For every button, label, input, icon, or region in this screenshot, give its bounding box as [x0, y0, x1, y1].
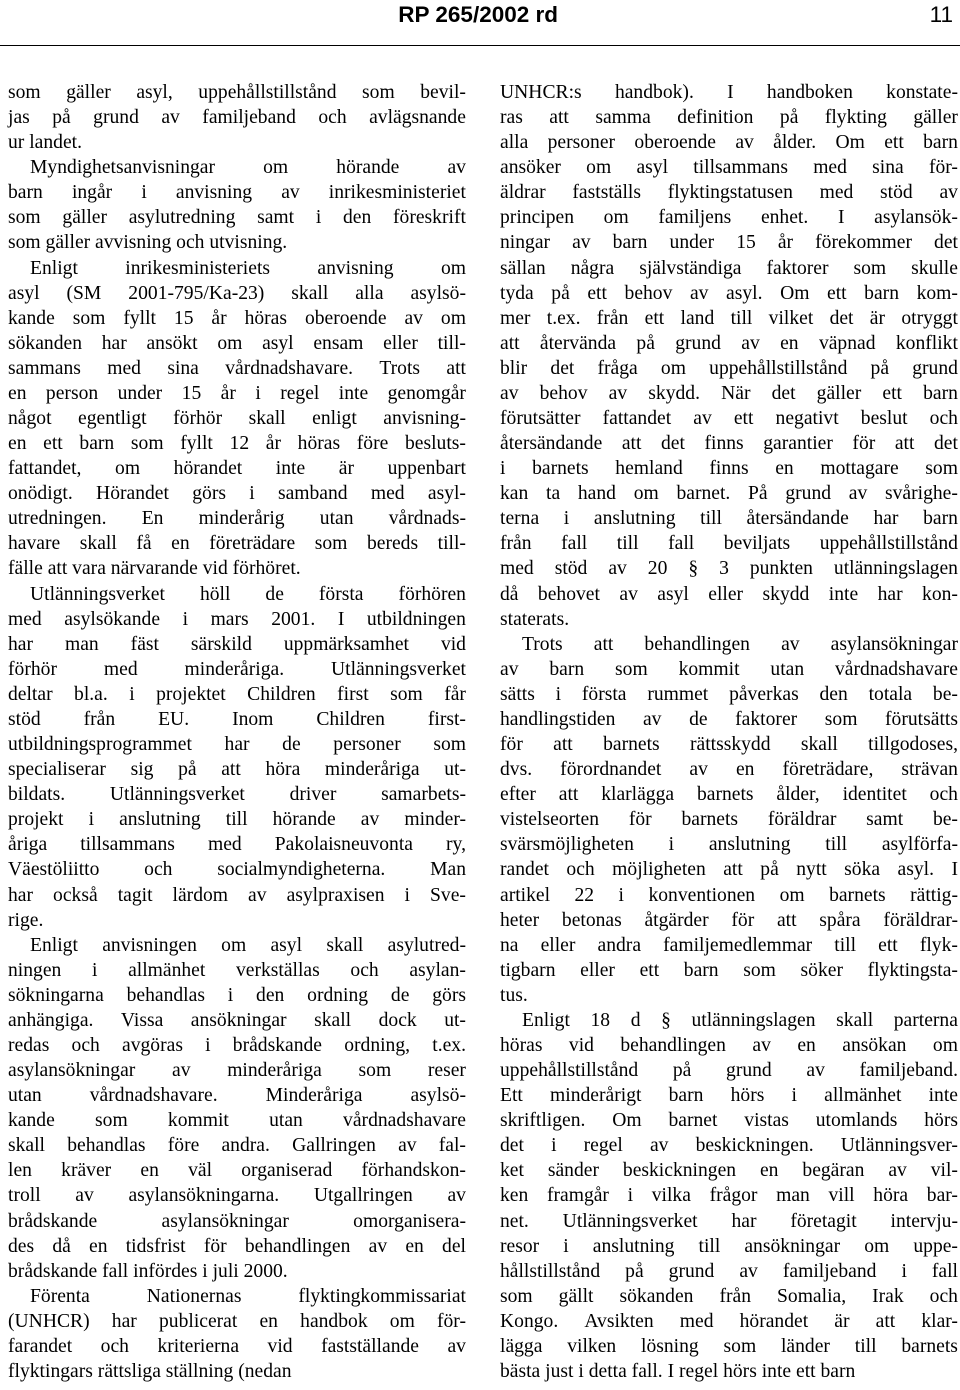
text-line: Ett minderårigt barn hörs i allmänhet inte [500, 1085, 958, 1107]
text-line: tus. [500, 984, 528, 1006]
text-line: kande som fyllt 15 år höras oberoende av om [8, 307, 466, 329]
text-line: med stöd av 20 § 3 punkten utlänningslagen [500, 558, 958, 580]
text-line: förhör med minderåriga. Utlänningsverket [8, 658, 466, 680]
text-line: svärsmöjligheten i anslutning till asylförfa- [500, 834, 958, 856]
text-line: något egentligt förhör skall enligt anvisning- [8, 408, 466, 430]
text-line: kande som kommit utan vårdnadshavare [8, 1110, 466, 1132]
text-line: har man fäst särskild uppmärksamhet vid [8, 633, 466, 655]
text-line: som gäller asyl, uppehållstillstånd som bevil- [8, 82, 466, 103]
text-line: Utlänningsverket höll de första förhören [30, 583, 466, 605]
text-line: resor i anslutning till ansökningar om uppe- [500, 1235, 958, 1257]
text-line: utbildningsprogrammet har de personer som [8, 734, 466, 756]
text-line: Trots att behandlingen av asylansökningar [522, 633, 958, 655]
text-line: randet och möjligheten att på nytt söka asyl. I [500, 859, 958, 881]
text-line: redas och avgöras i brådskande ordning, t.ex. [8, 1034, 466, 1056]
page-header [0, 0, 960, 52]
text-line: sätts i första rummet påverkas den totala be- [500, 683, 958, 705]
text-line: lägga vilken lösning som länder till barnets [500, 1335, 958, 1357]
text-line: en ett barn som fyllt 12 år höras före besluts- [8, 433, 466, 455]
text-line: uppehållstillstånd på grund av familjeband. [500, 1060, 958, 1082]
text-line: ningar av barn under 15 år förekommer det [500, 232, 958, 254]
text-line: na eller andra familjemedlemmar till ett flyk- [500, 934, 958, 956]
text-line: att återvända på grund av en väpnad konflikt [500, 332, 958, 354]
text-line: deltar bl.a. i projektet Children first som får [8, 683, 466, 705]
text-line: Myndighetsanvisningar om hörande av [30, 157, 466, 179]
text-line: troll av asylansökningarna. Utgallringen av [8, 1185, 466, 1207]
text-line: sökningarna behandlas i den ordning de görs [8, 984, 466, 1006]
text-line: Kongo. Avsikten med hörandet är att klar- [500, 1310, 958, 1332]
text-line: onödigt. Hörandet görs i samband med asyl- [8, 483, 466, 505]
text-line: med asylsökande i mars 2001. I utbildningen [8, 608, 466, 630]
text-line: bästa just i detta fall. I regel hörs inte ett barn [500, 1360, 856, 1382]
text-line: anhängiga. Vissa ansökningar skall dock ut- [8, 1009, 466, 1031]
text-line: som gäller avvisning och utvisning. [8, 232, 288, 254]
text-line: farandet och kriterierna vid fastställande av [8, 1335, 466, 1357]
text-line: stöd från EU. Inom Children first- [8, 708, 466, 730]
text-line: efter att klarlägga barnets ålder, identitet och [500, 784, 958, 806]
text-line: ur landet. [8, 132, 82, 154]
text-line: net. Utlänningsverket har företagit intervju- [500, 1210, 958, 1232]
text-line: tyda på ett behov av asyl. Om ett barn kom- [500, 282, 958, 304]
text-line: blir det fråga om uppehållstillstånd på grund [500, 357, 958, 379]
text-line: ken framgår i vilka frågor man vill höra bar- [500, 1185, 958, 1207]
text-line: har också tagit lärdom av asylpraxisen i Sve- [8, 884, 466, 906]
text-line: jas på grund av familjeband och avlägsnande [8, 107, 466, 129]
text-line: återsändande att det finns garantier för att det [500, 433, 958, 455]
text-line: brådskande asylansökningar omorganisera- [8, 1210, 466, 1232]
text-line: asylansökningar av minderåriga som reser [8, 1060, 466, 1082]
text-line: åriga tillsammans med Pakolaisneuvonta ry, [8, 834, 466, 856]
text-line: sammans med sina vårdnadshavare. Trots att [8, 357, 466, 379]
text-line: dvs. förordnandet av en företrädare, strävan [500, 759, 958, 781]
text-line: heter betonas åtgärder för att spåra föräldrar- [500, 909, 958, 931]
text-line: (UNHCR) har publicerat en handbok om för- [8, 1310, 466, 1332]
text-line: från fall till fall beviljats uppehållstillstånd [500, 533, 958, 555]
text-line: UNHCR:s handbok). I handboken konstate- [500, 82, 958, 103]
text-line: principen om familjens enhet. I asylansök- [500, 207, 958, 229]
text-line: brådskande fall infördes i juli 2000. [8, 1260, 288, 1282]
text-line: Enligt anvisningen om asyl skall asylutred- [30, 934, 466, 956]
text-line: kan ta hand om barnet. På grund av svårighe- [500, 483, 958, 505]
right-column [500, 80, 958, 1384]
text-line: Enligt 18 d § utlänningslagen skall parterna [522, 1009, 958, 1031]
text-line: alla personer oberoende av ålder. Om ett barn [500, 132, 958, 154]
text-line: specialiserar sig på att höra minderåriga ut- [8, 759, 466, 781]
document-id: RP 265/2002 rd [398, 2, 558, 27]
text-line: fattandet, om hörandet inte är uppenbart [8, 458, 466, 480]
text-line: barn ingår i anvisning av inrikesministeriet [8, 182, 466, 204]
text-line: mer t.ex. från ett land till vilket det är otryggt [500, 307, 958, 329]
text-line: utredningen. En minderårig utan vårdnads- [8, 508, 466, 530]
text-line: tigbarn eller ett barn som söker flyktingsta- [500, 959, 958, 981]
page-number: 11 [929, 2, 953, 27]
text-line: utan vårdnadshavare. Minderåriga asylsö- [8, 1085, 466, 1107]
text-line: Förenta Nationernas flyktingkommissariat [30, 1285, 466, 1307]
text-line: rige. [8, 909, 44, 931]
text-line: äldrar fastställs flyktingstatusen med stöd av [500, 182, 958, 204]
text-line: des då en tidsfrist för behandlingen av en del [8, 1235, 466, 1257]
text-line: handlingstiden av de faktorer som förutsätts [500, 708, 958, 730]
text-line: ras att samma definition på flykting gäller [500, 107, 958, 129]
text-line: artikel 22 i konventionen om barnets rättig- [500, 884, 958, 906]
text-line: bildats. Utlänningsverket driver samarbets- [8, 784, 466, 806]
text-line: len kräver en väl organiserad förhandskon- [8, 1160, 466, 1182]
text-line: Väestöliitto och socialmyndigheterna. Man [8, 859, 466, 881]
text-line: projekt i anslutning till hörande av minder- [8, 809, 466, 831]
text-line: som gäller asylutredning samt i den föreskrift [8, 207, 466, 229]
text-line: ningen i allmänhet verkställas och asylan- [8, 959, 466, 981]
text-line: staterats. [500, 608, 570, 630]
text-line: terna i anslutning till återsändande har barn [500, 508, 958, 530]
left-column [8, 80, 466, 1384]
text-line: sökanden har ansökt om asyl ensam eller till- [8, 332, 466, 354]
text-line: av behov av skydd. När det gäller ett barn [500, 382, 958, 404]
text-line: asyl (SM 2001-795/Ka-23) skall alla asylsö- [8, 282, 466, 304]
text-line: i barnets hemland finns en mottagare som [500, 458, 958, 480]
text-line: förutsätter fattandet av ett negativt beslut och [500, 408, 958, 430]
text-line: ket sänder beskickningen en begäran av vil- [500, 1160, 958, 1182]
text-line: det i regel av beskickningen. Utlänningsver- [500, 1135, 958, 1157]
text-line: skall behandlas före andra. Gallringen av fal- [8, 1135, 466, 1157]
text-line: av barn som kommit utan vårdnadshavare [500, 658, 958, 680]
text-line: fälle att vara närvarande vid förhöret. [8, 558, 301, 580]
text-line: då behovet av asyl eller skydd inte har kon- [500, 583, 958, 605]
text-line: en person under 15 år i regel inte genomgår [8, 382, 466, 404]
text-line: som gällt sökanden från Somalia, Irak och [500, 1285, 958, 1307]
text-line: ansöker om asyl tillsammans med sina för- [500, 157, 958, 179]
text-line: skriftligen. Om barnet vistas utomlands hörs [500, 1110, 958, 1132]
text-line: vistelseorten för barnets föräldrar samt be- [500, 809, 958, 831]
text-line: för att barnets rättsskydd skall tillgodoses, [500, 734, 958, 756]
text-line: havare skall få en företrädare som bereds till- [8, 533, 466, 555]
header-rule [0, 45, 960, 46]
text-line: höras vid behandlingen av en ansökan om [500, 1034, 958, 1056]
text-line: Enligt inrikesministeriets anvisning om [30, 257, 466, 279]
text-line: hållstillstånd på grund av familjeband i fall [500, 1260, 958, 1282]
text-line: flyktingars rättsliga ställning (nedan [8, 1360, 292, 1382]
text-line: sällan några självständiga faktorer som skulle [500, 257, 958, 279]
